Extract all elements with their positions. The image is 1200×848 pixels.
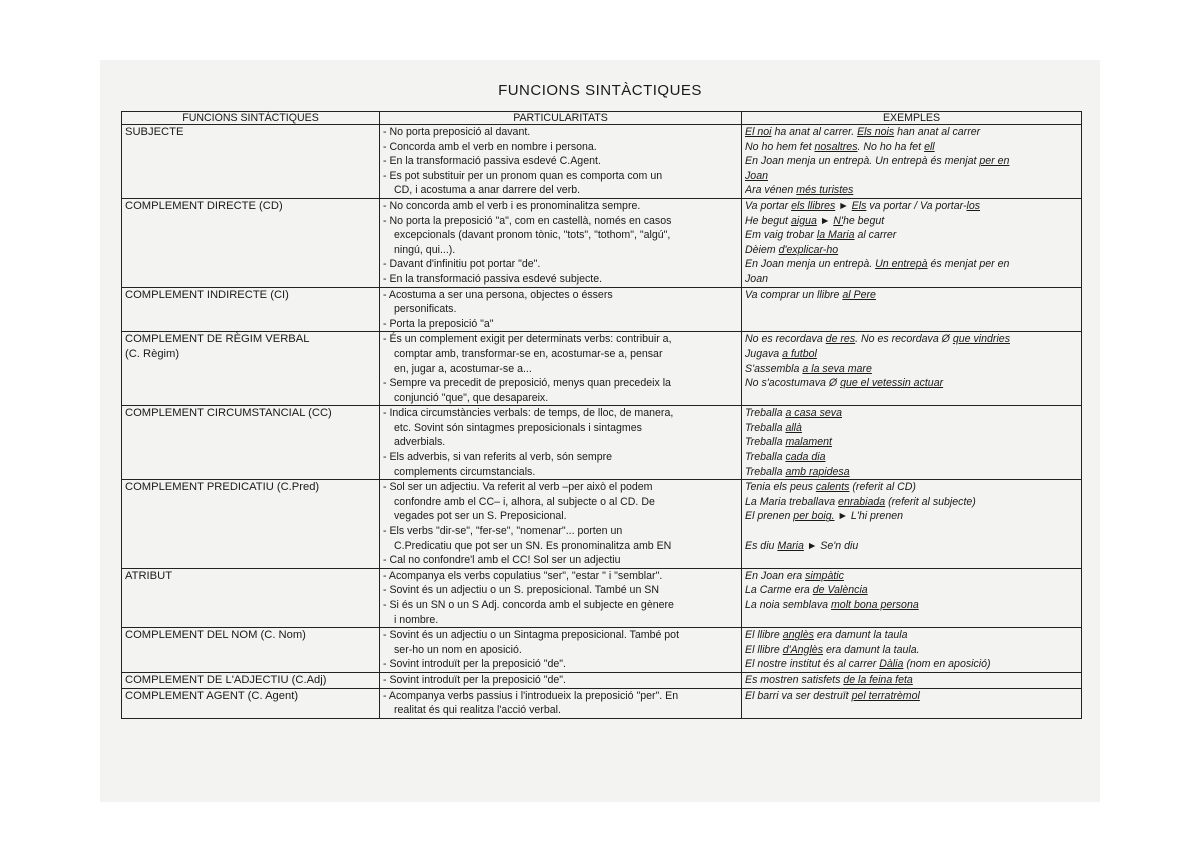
function-name [122,688,380,718]
example-line [745,509,1078,524]
particularity-line: - Acompanya verbs passius i l'introdueix la preposició "per". En [383,689,679,702]
example-line [745,495,1078,510]
example-highlight: N' [833,214,843,227]
particularity-line: - Sempre va precedit de preposició, menys quan precedeix la [383,377,671,390]
row-complement-adjectiu [122,672,1082,688]
example-highlight: de res [825,333,856,346]
row-atribut [122,568,1082,627]
example-text: ► L'hi prenen [834,510,903,523]
example-text: al carrer [854,229,897,242]
example-line [745,465,1078,480]
function-label: COMPLEMENT DEL NOM (C. Nom) [125,629,306,642]
example-line [745,199,1078,214]
example-highlight: la Maria [816,229,855,242]
particularity-line: - Acompanya els verbs copulatius "ser", "estar " i "semblar". [383,569,663,582]
row-subjecte [122,125,1082,199]
example-highlight: allà [785,421,802,434]
example-highlight: Dàlia [879,658,904,671]
particularity-line: ser-ho un nom en aposició. [394,643,522,656]
particularities [380,672,742,688]
example-text: Ara vénen [745,184,797,197]
particularity-line: complements circumstancials. [394,465,536,478]
example-highlight: a la seva mare [802,362,872,375]
particularities [380,480,742,569]
particularity-line: vegades pot ser un S. Preposicional. [394,510,567,523]
particularity-line: comptar amb, transformar-se en, acostumar-se a, pensar [394,347,663,360]
row-complement-directe [122,198,1082,287]
particularity-line: confondre amb el CC– i, alhora, al subjecte o al CD. De [394,495,655,508]
example-line [745,643,1078,658]
examples [742,480,1082,569]
example-line [745,272,1078,287]
example-line [745,362,1078,377]
function-name [122,125,380,199]
example-line [745,480,1078,495]
particularity-line: - Els adverbis, si van referits al verb, són sempre [383,451,613,464]
example-line [745,183,1078,198]
example-line [745,689,1078,704]
particularity-line: en, jugar a, acostumar-se a... [394,362,532,375]
examples [742,287,1082,332]
particularity-line: ningú, qui...). [394,243,456,256]
example-highlight: d'Anglès [782,643,823,656]
example-highlight: Joan [745,169,768,182]
function-label: COMPLEMENT CIRCUMSTANCIAL (CC) [125,407,332,420]
example-text: (nom en aposició) [903,658,991,671]
particularities [380,628,742,673]
example-text: La noia semblava [745,599,831,611]
examples [742,672,1082,688]
example-text: Es mostren satisfets [745,673,844,686]
example-highlight: que el vetessin actuar [840,377,944,390]
example-text: he begut [842,214,885,227]
function-label: COMPLEMENT INDIRECTE (CI) [125,288,289,301]
particularities [380,568,742,627]
particularity-line: - Es pot substituir per un pronom quan es comporta com un [383,169,663,182]
example-highlight: los [966,199,981,212]
examples [742,628,1082,673]
examples [742,568,1082,627]
example-highlight: enrabiada [838,495,886,508]
example-line [745,435,1078,450]
example-text: han anat al carrer [894,126,981,138]
particularities [380,198,742,287]
example-text: Va comprar un llibre [745,288,843,301]
example-highlight: els llibres [791,199,836,212]
example-text: El prenen [745,510,794,523]
example-highlight: més turistes [796,184,854,197]
header-functions: FUNCIONS SINTÀCTIQUES [122,112,380,125]
example-line [745,421,1078,436]
row-complement-nom [122,628,1082,673]
function-label: ATRIBUT [125,569,173,582]
example-highlight: aigua [790,214,817,227]
example-text: . No ho ha fet [857,140,925,153]
example-line [745,524,1078,539]
page-title: FUNCIONS SINTÀCTIQUES [498,82,702,99]
particularity-line: - No porta preposició al davant. [383,126,531,138]
particularity-line: personificats. [394,303,457,316]
particularity-line: C.Predicatiu que pot ser un SN. Es pronominalitza amb EN [394,539,672,552]
example-highlight: al Pere [842,288,876,301]
example-line [745,140,1078,155]
example-highlight: molt bona persona [830,599,919,611]
example-text: Em vaig trobar [745,229,817,242]
row-complement-regim [122,332,1082,406]
particularity-line: - És un complement exigit per determinats verbs: contribuir a, [383,333,672,346]
example-highlight: amb rapidesa [785,465,850,478]
examples [742,688,1082,718]
function-name [122,628,380,673]
particularity-line: etc. Sovint són sintagmes preposicionals i sintagmes [394,421,642,434]
example-highlight: anglès [782,629,814,642]
example-text: ► [816,214,834,227]
example-highlight: per en [979,155,1010,168]
example-highlight: simpàtic [805,569,844,582]
row-complement-circumstancial [122,406,1082,480]
function-label: COMPLEMENT DIRECTE (CD) [125,199,283,212]
example-text: (referit al subjecte) [885,495,976,508]
example-text: és menjat per en [927,258,1010,271]
example-highlight: Maria [777,539,804,552]
particularities [380,688,742,718]
example-line [745,228,1078,243]
particularities [380,287,742,332]
example-highlight: El noi [745,126,772,138]
header-examples: EXEMPLES [742,112,1082,125]
example-line [745,125,1078,140]
particularity-line: - Sol ser un adjectiu. Va referit al verb –per això el podem [383,481,653,494]
example-highlight: malament [785,436,832,449]
particularity-line: realitat és qui realitza l'acció verbal. [394,704,561,717]
example-text: ha anat al carrer. [771,126,858,138]
row-complement-agent [122,688,1082,718]
example-text: ► Se'n diu [803,539,859,552]
particularities [380,406,742,480]
example-highlight: de València [812,584,868,597]
example-text: Treballa [745,407,786,420]
example-text: He begut [745,214,791,227]
document-page [100,60,1100,802]
example-line [745,628,1078,643]
example-line [745,450,1078,465]
function-label: COMPLEMENT AGENT (C. Agent) [125,689,299,702]
example-line [745,539,1078,554]
example-text: va portar / Va portar- [866,199,967,212]
example-text: Treballa [745,451,786,464]
example-highlight: d'explicar-ho [778,243,839,256]
example-highlight: ell [924,140,935,153]
particularity-line: - Davant d'infinitiu pot portar "de". [383,258,541,271]
functions-table [121,111,1082,719]
example-text: No es recordava [745,333,826,346]
function-label: COMPLEMENT DE RÈGIM VERBAL [125,333,310,346]
example-text: El llibre [745,629,783,642]
particularity-line: - Cal no confondre'l amb el CC! Sol ser un adjectiu [383,554,621,567]
example-highlight: que vindries [952,333,1010,346]
example-line [745,657,1078,672]
example-text: ► [835,199,852,212]
example-line [745,347,1078,362]
example-line [745,406,1078,421]
function-name [122,480,380,569]
particularities [380,332,742,406]
function-name [122,332,380,406]
example-text: Va portar [745,199,792,212]
example-line [745,376,1078,391]
example-highlight: Els nois [857,126,895,138]
example-text: El barri va ser destruït [745,689,852,702]
particularity-line: - Concorda amb el verb en nombre i persona. [383,140,597,153]
example-text: Dèiem [745,243,779,256]
example-line [745,288,1078,303]
example-line [745,673,1078,688]
row-complement-predicatiu [122,480,1082,569]
example-line [745,169,1078,184]
particularity-line: - Si és un SN o un S Adj. concorda amb el subjecte en gènere [383,599,674,611]
example-line [745,332,1078,347]
example-highlight: per boig. [793,510,835,523]
example-text: Treballa [745,421,786,434]
example-text: La Maria treballava [745,495,839,508]
example-highlight: a futbol [782,347,817,360]
example-line [745,214,1078,229]
header-particularities: PARTICULARITATS [380,112,742,125]
example-line [745,154,1078,169]
example-text: S'assembla [745,362,803,375]
example-text: (referit al CD) [849,481,916,494]
function-name [122,406,380,480]
particularity-line: - Sovint és un adjectiu o un Sintagma preposicional. També pot [383,629,680,642]
example-highlight: cada dia [785,451,826,464]
example-text: Tenia els peus [745,481,816,494]
example-highlight: nosaltres [814,140,858,153]
example-text: . No es recordava Ø [855,333,953,346]
function-label: COMPLEMENT PREDICATIU (C.Pred) [125,481,320,494]
example-text: En Joan era [745,569,806,582]
particularity-line: - Porta la preposició "a" [383,317,494,330]
example-text: Treballa [745,465,786,478]
example-text: era damunt la taula. [823,643,920,656]
example-line [745,257,1078,272]
particularity-line: - En la transformació passiva esdevé subjecte. [383,272,603,285]
example-highlight: de la feina feta [843,673,913,686]
particularity-line: excepcionals (davant pronom tònic, "tots", "tothom", "algú", [394,229,671,242]
example-text: La Carme era [745,584,813,597]
example-text: era damunt la taula [813,629,908,642]
example-highlight: pel terratrèmol [851,689,920,702]
examples [742,406,1082,480]
example-text: Treballa [745,436,786,449]
example-text: El llibre [745,643,783,656]
example-highlight: calents [815,481,850,494]
particularity-line: - En la transformació passiva esdevé C.Agent. [383,155,601,168]
example-text: El nostre institut és al carrer [745,658,880,671]
example-text: Joan [745,272,768,285]
function-name [122,568,380,627]
function-name [122,672,380,688]
example-text: Jugava [745,347,783,360]
function-label-abbrev: (C. Règim) [125,347,180,360]
particularity-line: - No porta la preposició "a", com en castellà, només en casos [383,214,672,227]
particularity-line: - Indica circumstàncies verbals: de temps, de lloc, de manera, [383,407,674,420]
example-text: En Joan menja un entrepà. Un entrepà és menjat [745,155,980,168]
example-line [745,243,1078,258]
particularity-line: conjunció "que", que desapareix. [394,391,549,404]
example-line [745,569,1078,584]
function-label: COMPLEMENT DE L'ADJECTIU (C.Adj) [125,673,327,686]
examples [742,125,1082,199]
particularity-line: - Sovint és un adjectiu o un S. preposicional. També un SN [383,584,659,597]
particularities [380,125,742,199]
example-text: Es diu [745,539,778,552]
example-text: No ho hem fet [745,140,815,153]
examples [742,198,1082,287]
function-name [122,198,380,287]
header-row [122,112,1082,125]
particularity-line: - Acostuma a ser una persona, objectes o éssers [383,288,613,301]
example-text: En Joan menja un entrepà. [745,258,876,271]
row-complement-indirecte [122,287,1082,332]
example-highlight: Els [851,199,867,212]
example-text: No s'acostumava Ø [745,377,841,390]
examples [742,332,1082,406]
particularity-line: - Els verbs "dir-se", "fer-se", "nomenar"... porten un [383,525,623,538]
particularity-line: adverbials. [394,436,446,449]
example-line [745,598,1078,613]
particularity-line: CD, i acostuma a anar darrere del verb. [394,184,581,197]
function-label: SUBJECTE [125,126,184,138]
example-line [745,583,1078,598]
particularity-line: i nombre. [394,613,439,626]
function-name [122,287,380,332]
particularity-line: - Sovint introduït per la preposició "de". [383,673,567,686]
example-highlight: a casa seva [785,407,842,420]
example-highlight: Un entrepà [875,258,928,271]
particularity-line: - Sovint introduït per la preposició "de". [383,658,567,671]
particularity-line: - No concorda amb el verb i es pronominalitza sempre. [383,199,641,212]
